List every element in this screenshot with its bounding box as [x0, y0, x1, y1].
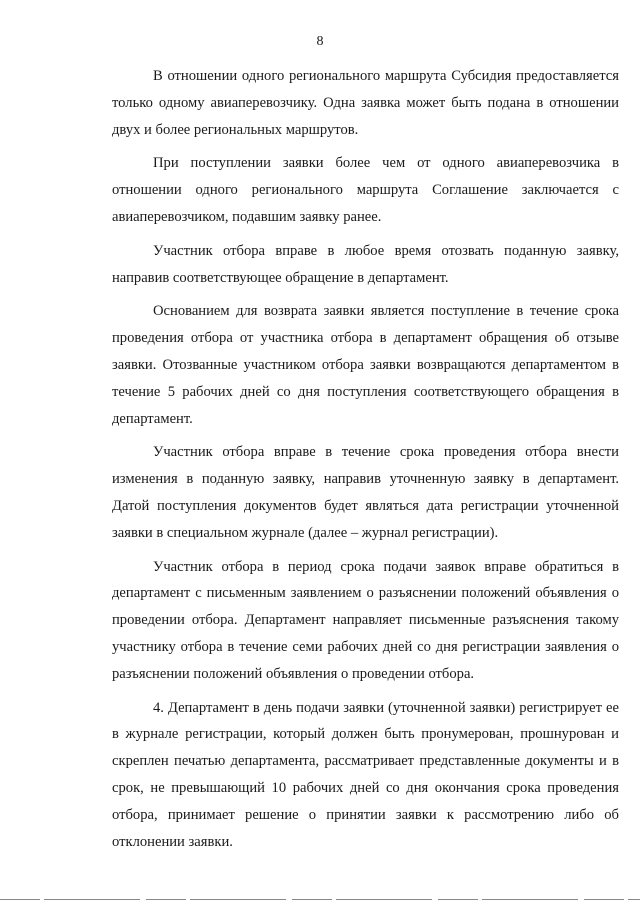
page-number: 8: [316, 34, 324, 49]
paragraph-amend-application: Участник отбора вправе в течение срока проведения отбора внести изменения в поданную заявку, направив уточненную заявку в департамент. Датой поступления документов будет являться дата регистрации уточненной заявки в специальном журнале (далее – журнал регистрации).: [112, 444, 619, 541]
document-body: [112, 63, 619, 855]
paragraph-clarification-request: Участник отбора в период срока подачи заявок вправе обратиться в департамент с письменным заявлением о разъяснении положений объявления о проведении отбора. Департамент направляет письменные разъяснения такому участнику отбора в течение семи рабочих дней со дня регистрации заявления о разъяснении положений объявления о проведении отбора.: [112, 558, 619, 682]
paragraph-registration-review: 4. Департамент в день подачи заявки (уточненной заявки) регистрирует ее в журнале регистрации, который должен быть пронумерован, прошнурован и скреплен печатью департамента, рассматривает представленные документы и в срок, не превышающий 10 рабочих дней со дня окончания срока проведения отбора, принимает решение о принятии заявки к рассмотрению либо об отклонении заявки.: [112, 699, 619, 850]
paragraph-agreement-earliest-application: При поступлении заявки более чем от одного авиаперевозчика в отношении одного регионального маршрута Соглашение заключается с авиаперевозчиком, подавшим заявку ранее.: [112, 155, 619, 225]
paragraph-return-grounds: Основанием для возврата заявки является поступление в течение срока проведения отбора от участника отбора в департамент обращения об отзыве заявки. Отозванные участником отбора заявки возвращаются департаментом в течение 5 рабочих дней со дня поступления соответствующего обращения в департамент.: [112, 303, 619, 427]
page-bottom-rule: [0, 899, 640, 900]
paragraph-withdraw-application: Участник отбора вправе в любое время отозвать поданную заявку, направив соответствующее обращение в департамент.: [112, 242, 619, 286]
paragraph-subsidy-single-carrier: В отношении одного регионального маршрута Субсидия предоставляется только одному авиаперевозчику. Одна заявка может быть подана в отношении двух и более региональных маршрутов.: [112, 68, 619, 138]
